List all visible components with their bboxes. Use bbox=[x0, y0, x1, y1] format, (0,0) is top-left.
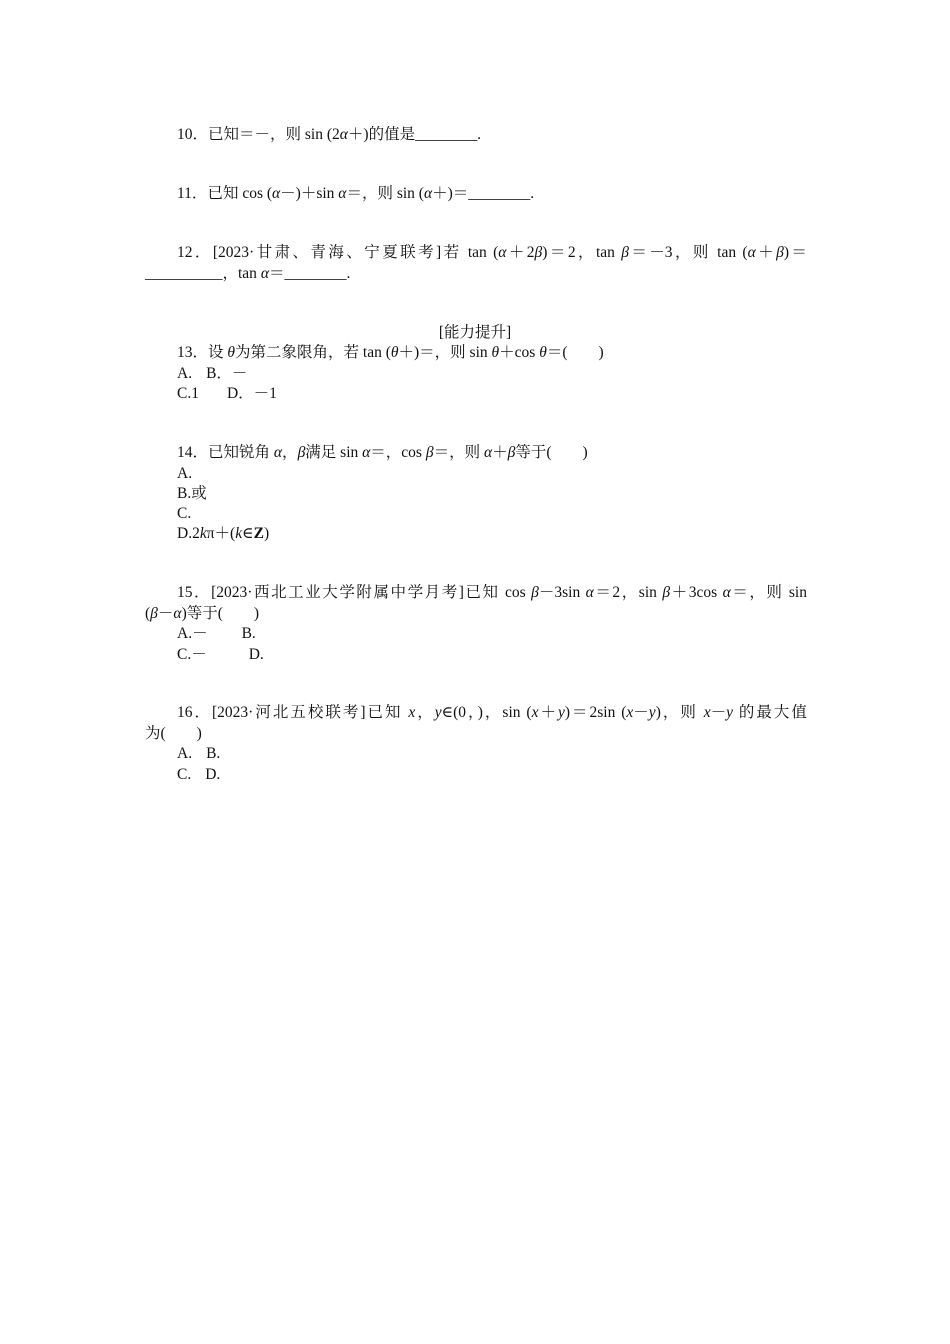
option-d[interactable]: D. bbox=[248, 646, 264, 663]
option-d[interactable]: D.2kπ＋(k∈Z) bbox=[177, 525, 270, 542]
option-a[interactable]: A. bbox=[177, 365, 193, 382]
option-c[interactable]: C.1 bbox=[177, 385, 199, 402]
option-c[interactable]: C. bbox=[177, 766, 192, 783]
question-16-line-1: 16．[2023·河北五校联考]已知 x，y∈(0，)，sin (x＋y)＝2sin (x－y)，则 x－y 的最大值 bbox=[177, 704, 807, 721]
option-c[interactable]: C.－ bbox=[177, 646, 207, 663]
option-b[interactable]: B. bbox=[241, 625, 256, 642]
question-13-options-ab bbox=[177, 364, 807, 384]
question-number: 11． bbox=[177, 185, 208, 202]
option-a[interactable]: A.－ bbox=[177, 625, 208, 642]
option-a[interactable]: A. bbox=[177, 745, 193, 762]
option-c[interactable]: C. bbox=[177, 505, 192, 522]
question-15-line-1: 15．[2023·西北工业大学附属中学月考]已知 cos β－3sin α＝2，sin β＋3cos α＝，则 sin bbox=[177, 584, 807, 601]
option-b[interactable]: B．－ bbox=[206, 365, 248, 382]
question-12-line-1: 12．[2023·甘肃、青海、宁夏联考]若 tan (α＋2β)＝2，tan β＝－3，则 tan (α＋β)＝ bbox=[177, 244, 807, 261]
question-16-options-cd bbox=[177, 765, 807, 785]
question-16-options-ab bbox=[177, 744, 807, 764]
question-15-options-cd bbox=[177, 645, 807, 665]
question-15-line-2: (β－α)等于( ) bbox=[145, 605, 260, 622]
question-number: 10． bbox=[177, 126, 209, 143]
question-14: 14．已知锐角 α，β满足 sin α＝，cos β＝，则 α＋β等于( ) bbox=[177, 444, 588, 461]
question-13-options-cd bbox=[177, 384, 807, 404]
question-number: 13． bbox=[177, 344, 209, 361]
question-11: 11．已知 cos (α－)＋sin α＝，则 sin (α＋)＝________. bbox=[177, 185, 535, 202]
option-d[interactable]: D. bbox=[205, 766, 221, 783]
question-number: 16． bbox=[177, 704, 212, 721]
question-16-line-2: 为( ) bbox=[145, 725, 202, 742]
option-b[interactable]: B.或 bbox=[177, 485, 207, 502]
question-source: [2023·西北工业大学附属中学月考] bbox=[211, 584, 464, 601]
question-12-line-2: __________，tan α＝________. bbox=[145, 265, 351, 282]
question-15-options-ab bbox=[177, 624, 807, 644]
question-source: [2023·甘肃、青海、宁夏联考] bbox=[212, 244, 442, 261]
section-header: [能力提升] bbox=[438, 324, 512, 341]
option-a[interactable]: A. bbox=[177, 465, 193, 482]
option-b[interactable]: B. bbox=[206, 745, 221, 762]
question-13: 13．设 θ为第二象限角，若 tan (θ＋)＝，则 sin θ＋cos θ＝( ) bbox=[177, 344, 604, 361]
question-10: 10．已知＝－，则 sin (2α＋)的值是________. bbox=[177, 126, 481, 143]
question-number: 14． bbox=[177, 444, 209, 461]
question-number: 15． bbox=[177, 584, 212, 601]
option-d[interactable]: D．－1 bbox=[226, 385, 277, 402]
question-number: 12． bbox=[177, 244, 213, 261]
question-source: [2023·河北五校联考] bbox=[212, 704, 366, 721]
